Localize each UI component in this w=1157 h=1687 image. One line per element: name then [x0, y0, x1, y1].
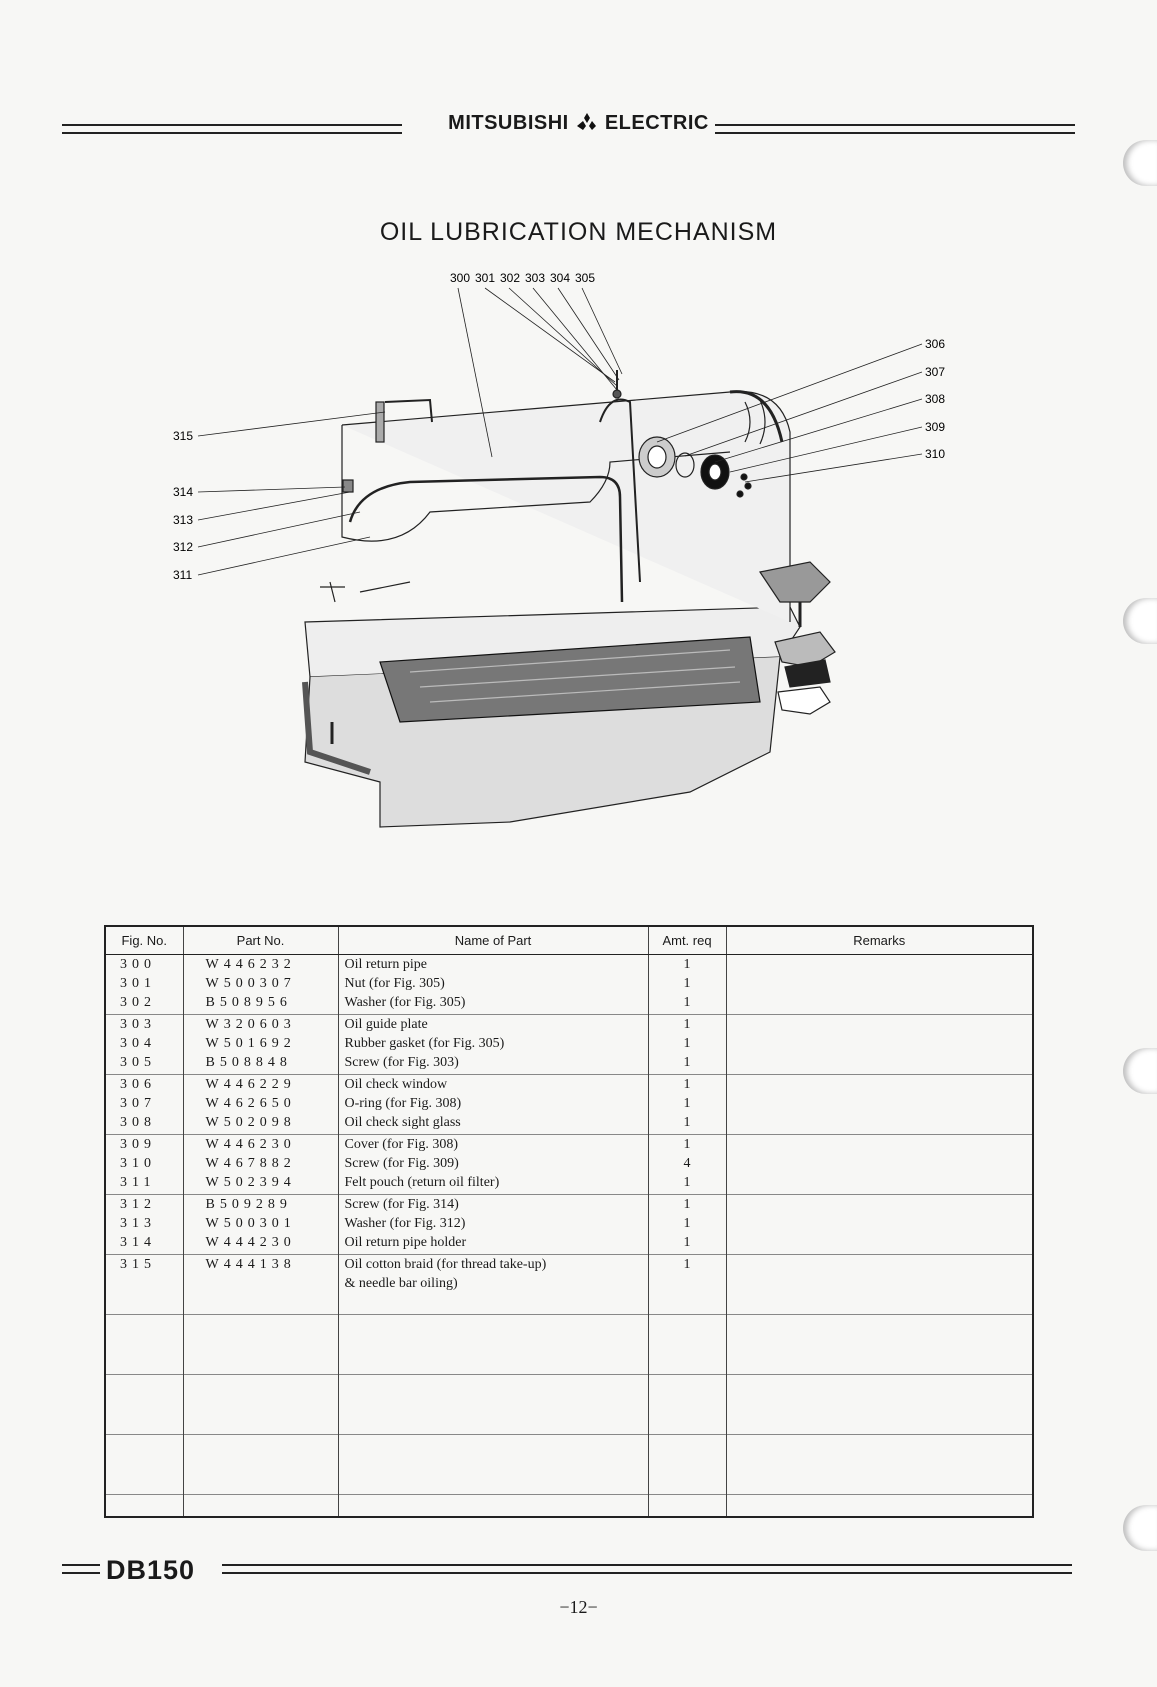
- part-name: Screw (for Fig. 314): [344, 1197, 459, 1212]
- part-no: W501692: [205, 1036, 296, 1051]
- fig-no: 314: [120, 1235, 156, 1250]
- fig-no: 308: [120, 1115, 156, 1130]
- callout-label: 308: [925, 392, 946, 406]
- remarks-cell: [726, 1255, 1033, 1315]
- brand-name: MITSUBISHI: [448, 112, 569, 134]
- empty-row: [105, 1435, 1033, 1495]
- callout-label: 300: [450, 271, 471, 285]
- part-name: Washer (for Fig. 312): [344, 1216, 466, 1231]
- part-no: W467882: [205, 1156, 296, 1171]
- amount: 4: [683, 1156, 691, 1171]
- amount: 1: [683, 995, 691, 1010]
- footer-rule-left: [62, 1564, 100, 1574]
- fig-no: 312: [120, 1197, 156, 1212]
- callout-label: 302: [500, 271, 521, 285]
- empty-row: [105, 1315, 1033, 1375]
- amount: 1: [683, 976, 691, 991]
- callout-label: 304: [550, 271, 571, 285]
- part-name: Oil guide plate: [344, 1017, 428, 1032]
- callout-label: 301: [475, 271, 496, 285]
- col-header-name: Name of Part: [338, 926, 648, 955]
- part-name: Screw (for Fig. 303): [344, 1055, 459, 1070]
- fig-no: 313: [120, 1216, 156, 1231]
- callout-label: 313: [173, 513, 194, 527]
- part-no: W446232: [205, 957, 296, 972]
- table-row-group: [105, 955, 1033, 1015]
- part-name: Nut (for Fig. 305): [344, 976, 445, 991]
- table-row-group: [105, 1195, 1033, 1255]
- part-no: B508956: [205, 995, 292, 1010]
- col-header-part: Part No.: [183, 926, 338, 955]
- amount: 1: [683, 957, 691, 972]
- remarks-cell: [726, 1195, 1033, 1255]
- part-name-continued: & needle bar oiling): [344, 1276, 458, 1291]
- part-no: W500301: [205, 1216, 296, 1231]
- col-header-remarks: Remarks: [726, 926, 1033, 955]
- table-row-group: [105, 1255, 1033, 1315]
- callout-label: 309: [925, 420, 946, 434]
- amount: 1: [683, 1077, 691, 1092]
- part-no: W444230: [205, 1235, 296, 1250]
- three-diamonds-logo-icon: [575, 113, 599, 131]
- table-row-group: [105, 1135, 1033, 1195]
- col-header-amt: Amt. req: [648, 926, 726, 955]
- callout-label: 312: [173, 540, 194, 554]
- fig-no: 310: [120, 1156, 156, 1171]
- callout-label: 311: [173, 568, 193, 582]
- part-name: Cover (for Fig. 308): [344, 1137, 459, 1152]
- amount: 1: [683, 1017, 691, 1032]
- part-no: W444138: [205, 1257, 296, 1272]
- part-name: Oil check sight glass: [344, 1115, 461, 1130]
- amount: 1: [683, 1036, 691, 1051]
- part-no: W446229: [205, 1077, 296, 1092]
- footer-rule-right: [222, 1564, 1072, 1574]
- binder-hole: [1123, 140, 1157, 186]
- amount: 1: [683, 1137, 691, 1152]
- fig-no: 301: [120, 976, 156, 991]
- fig-no: 302: [120, 995, 156, 1010]
- fig-no: 309: [120, 1137, 156, 1152]
- empty-row: [105, 1495, 1033, 1517]
- callout-label: 306: [925, 337, 946, 351]
- fig-no: 307: [120, 1096, 156, 1111]
- col-header-fig: Fig. No.: [105, 926, 183, 955]
- part-name: Oil return pipe: [344, 957, 427, 972]
- amount: 1: [683, 1216, 691, 1231]
- callout-label: 310: [925, 447, 946, 461]
- fig-no: 315: [120, 1257, 156, 1272]
- empty-row: [105, 1375, 1033, 1435]
- part-no: W320603: [205, 1017, 296, 1032]
- callout-label: 314: [173, 485, 194, 499]
- fig-no: 306: [120, 1077, 156, 1092]
- part-no: W502098: [205, 1115, 296, 1130]
- part-no: W502394: [205, 1175, 296, 1190]
- binder-hole: [1123, 1505, 1157, 1551]
- part-name: Oil return pipe holder: [344, 1235, 467, 1250]
- fig-no: 304: [120, 1036, 156, 1051]
- part-no: B508848: [205, 1055, 292, 1070]
- part-name: Oil cotton braid (for thread take-up): [344, 1257, 547, 1272]
- amount: 1: [683, 1115, 691, 1130]
- remarks-cell: [726, 1015, 1033, 1075]
- fig-no: 305: [120, 1055, 156, 1070]
- table-row-group: [105, 1075, 1033, 1135]
- callout-label: 307: [925, 365, 946, 379]
- brand-suffix: ELECTRIC: [604, 112, 709, 134]
- remarks-cell: [726, 1135, 1033, 1195]
- part-name: Washer (for Fig. 305): [344, 995, 466, 1010]
- remarks-cell: [726, 1075, 1033, 1135]
- binder-hole: [1123, 598, 1157, 644]
- part-name: Screw (for Fig. 309): [344, 1156, 459, 1171]
- model-number: DB150: [106, 1555, 196, 1585]
- brand-header: [0, 112, 1157, 135]
- page-title: OIL LUBRICATION MECHANISM: [379, 218, 778, 246]
- part-name: Felt pouch (return oil filter): [344, 1175, 500, 1190]
- amount: 1: [683, 1096, 691, 1111]
- lubrication-diagram: [170, 271, 1030, 842]
- fig-no: 311: [120, 1175, 156, 1190]
- binder-hole: [1123, 1048, 1157, 1094]
- amount: 1: [683, 1197, 691, 1212]
- amount: 1: [683, 1257, 691, 1272]
- amount: 1: [683, 1175, 691, 1190]
- fig-no: 303: [120, 1017, 156, 1032]
- parts-table: [104, 925, 1034, 1518]
- table-row-group: [105, 1015, 1033, 1075]
- part-no: W446230: [205, 1137, 296, 1152]
- part-no: W500307: [205, 976, 296, 991]
- part-name: O-ring (for Fig. 308): [344, 1096, 462, 1111]
- amount: 1: [683, 1235, 691, 1250]
- callout-label: 305: [575, 271, 596, 285]
- part-name: Rubber gasket (for Fig. 305): [344, 1036, 505, 1051]
- part-name: Oil check window: [344, 1077, 448, 1092]
- amount: 1: [683, 1055, 691, 1070]
- fig-no: 300: [120, 957, 156, 972]
- part-no: B509289: [205, 1197, 292, 1212]
- page-number: −12−: [559, 1597, 598, 1617]
- table-header-row: [105, 926, 1033, 955]
- part-no: W462650: [205, 1096, 296, 1111]
- callout-label: 303: [525, 271, 546, 285]
- callout-label: 315: [173, 429, 194, 443]
- remarks-cell: [726, 955, 1033, 1015]
